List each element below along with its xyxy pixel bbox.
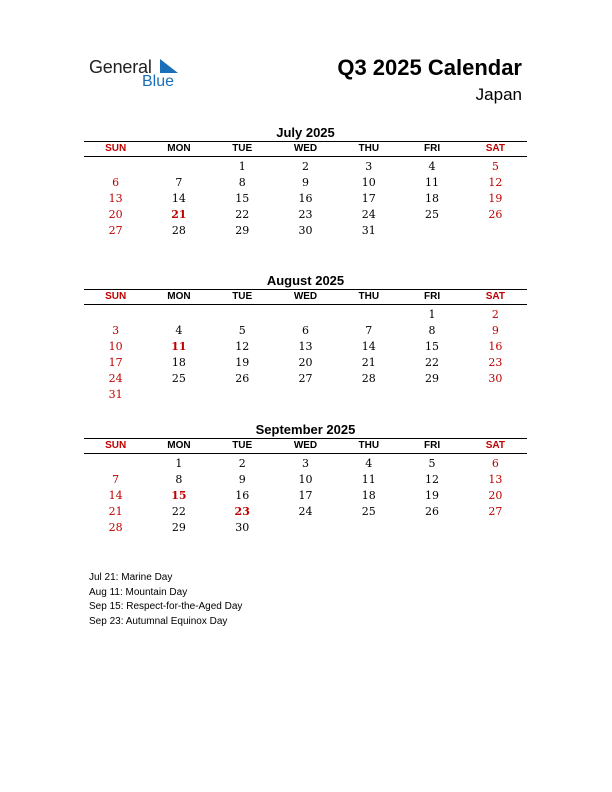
- weekday-header-row: [84, 290, 527, 305]
- day-cell: [147, 387, 210, 403]
- day-cell: 8: [238, 176, 246, 189]
- day-cell: 23: [234, 505, 250, 518]
- day-cell: [147, 305, 210, 324]
- day-cell: 20: [108, 208, 123, 221]
- holiday-note: Jul 21: Marine Day: [89, 572, 173, 583]
- logo-triangle-icon: [160, 59, 178, 73]
- day-cell: [464, 520, 527, 536]
- day-cell: 3: [112, 324, 120, 337]
- day-cell: 17: [108, 356, 123, 369]
- day-cell: 20: [488, 489, 503, 502]
- day-cell: 2: [238, 457, 246, 470]
- day-cell: 28: [108, 521, 123, 534]
- day-cell: 2: [301, 160, 309, 173]
- day-cell: 11: [171, 340, 187, 353]
- day-cell: 22: [235, 208, 250, 221]
- day-cell: 17: [361, 192, 376, 205]
- day-cell: 21: [108, 505, 123, 518]
- weekday-header: THU: [337, 142, 400, 157]
- holiday-note: Sep 15: Respect-for-the-Aged Day: [89, 601, 243, 612]
- day-cell: 7: [365, 324, 373, 337]
- day-cell: 19: [488, 192, 503, 205]
- weekday-header: FRI: [400, 439, 463, 454]
- day-cell: 24: [108, 372, 123, 385]
- day-cell: 18: [425, 192, 440, 205]
- weekday-header: MON: [147, 290, 210, 305]
- day-cell: 13: [488, 473, 503, 486]
- holiday-note: Sep 23: Autumnal Equinox Day: [89, 615, 228, 627]
- week-row: [84, 488, 527, 504]
- day-cell: [274, 520, 337, 536]
- day-cell: 8: [175, 473, 183, 486]
- month-grid: [84, 141, 527, 239]
- day-cell: 30: [488, 372, 503, 385]
- day-cell: 18: [361, 489, 376, 502]
- day-cell: 20: [298, 356, 313, 369]
- day-cell: 16: [235, 489, 250, 502]
- day-cell: 4: [428, 160, 436, 173]
- day-cell: 16: [298, 192, 313, 205]
- week-row: [84, 305, 527, 324]
- day-cell: [147, 157, 210, 176]
- week-row: [84, 355, 527, 371]
- day-cell: 31: [108, 388, 123, 401]
- day-cell: 24: [361, 208, 376, 221]
- week-row: [84, 175, 527, 191]
- day-cell: 7: [112, 473, 120, 486]
- day-cell: 23: [298, 208, 313, 221]
- day-cell: 5: [238, 324, 246, 337]
- holiday-notes: [89, 571, 242, 629]
- weekday-header: TUE: [211, 142, 274, 157]
- week-row: [84, 339, 527, 355]
- weekday-header: SUN: [84, 290, 147, 305]
- weekday-header: WED: [274, 142, 337, 157]
- weekday-header-row: [84, 439, 527, 454]
- day-cell: 16: [488, 340, 503, 353]
- week-row: [84, 207, 527, 223]
- country-name: Japan: [475, 85, 522, 104]
- week-row: [84, 454, 527, 473]
- day-cell: [400, 387, 463, 403]
- day-cell: 2: [491, 308, 499, 321]
- day-cell: 17: [298, 489, 313, 502]
- weekday-header: FRI: [400, 290, 463, 305]
- day-cell: 3: [365, 160, 373, 173]
- day-cell: 22: [171, 505, 186, 518]
- day-cell: 6: [491, 457, 499, 470]
- page-title: Q3 2025 Calendar: [337, 55, 522, 80]
- day-cell: 27: [108, 224, 123, 237]
- weekday-header: SAT: [464, 439, 527, 454]
- day-cell: 6: [112, 176, 120, 189]
- day-cell: 27: [298, 372, 313, 385]
- week-row: [84, 223, 527, 239]
- day-cell: [337, 305, 400, 324]
- day-cell: 23: [488, 356, 503, 369]
- day-cell: 24: [298, 505, 313, 518]
- brand-logo: [89, 57, 189, 93]
- day-cell: 1: [238, 160, 246, 173]
- day-cell: 14: [361, 340, 376, 353]
- day-cell: [84, 454, 147, 473]
- day-cell: [84, 305, 147, 324]
- day-cell: 1: [428, 308, 436, 321]
- weekday-header-row: [84, 142, 527, 157]
- day-cell: 10: [298, 473, 313, 486]
- weekday-header: WED: [274, 290, 337, 305]
- day-cell: [400, 520, 463, 536]
- day-cell: 14: [108, 489, 123, 502]
- day-cell: 29: [235, 224, 250, 237]
- week-row: [84, 323, 527, 339]
- weekday-header: THU: [337, 439, 400, 454]
- day-cell: 10: [361, 176, 376, 189]
- day-cell: 29: [171, 521, 186, 534]
- day-cell: [464, 387, 527, 403]
- day-cell: [84, 157, 147, 176]
- day-cell: 12: [488, 176, 503, 189]
- day-cell: 13: [298, 340, 313, 353]
- day-cell: 21: [361, 356, 376, 369]
- day-cell: 15: [235, 192, 250, 205]
- month-august: [84, 272, 527, 403]
- month-july: [84, 124, 527, 239]
- weekday-header: SAT: [464, 290, 527, 305]
- week-row: [84, 371, 527, 387]
- weekday-header: SAT: [464, 142, 527, 157]
- day-cell: 12: [235, 340, 250, 353]
- day-cell: 7: [175, 176, 183, 189]
- day-cell: 1: [175, 457, 183, 470]
- day-cell: 13: [108, 192, 123, 205]
- weekday-header: TUE: [211, 439, 274, 454]
- day-cell: 4: [365, 457, 373, 470]
- day-cell: 12: [425, 473, 440, 486]
- month-title: July 2025: [276, 125, 335, 140]
- week-row: [84, 387, 527, 403]
- logo-general-text: General: [89, 57, 152, 77]
- month-grid: [84, 289, 527, 403]
- day-cell: [337, 387, 400, 403]
- weekday-header: SUN: [84, 439, 147, 454]
- day-cell: 27: [488, 505, 503, 518]
- day-cell: 15: [425, 340, 440, 353]
- day-cell: 29: [425, 372, 440, 385]
- day-cell: [274, 387, 337, 403]
- day-cell: 26: [235, 372, 250, 385]
- day-cell: 26: [425, 505, 440, 518]
- weekday-header: TUE: [211, 290, 274, 305]
- day-cell: 9: [238, 473, 246, 486]
- day-cell: [400, 223, 463, 239]
- month-september: [84, 421, 527, 536]
- day-cell: 30: [298, 224, 313, 237]
- month-grid: [84, 438, 527, 536]
- day-cell: 25: [361, 505, 376, 518]
- day-cell: 28: [171, 224, 186, 237]
- day-cell: 8: [428, 324, 436, 337]
- logo-blue-text: Blue: [142, 73, 175, 90]
- week-row: [84, 191, 527, 207]
- week-row: [84, 504, 527, 520]
- day-cell: 14: [171, 192, 186, 205]
- day-cell: 26: [488, 208, 503, 221]
- day-cell: [337, 520, 400, 536]
- day-cell: 19: [235, 356, 250, 369]
- week-row: [84, 520, 527, 536]
- day-cell: 25: [171, 372, 186, 385]
- day-cell: 9: [301, 176, 309, 189]
- day-cell: 9: [491, 324, 499, 337]
- day-cell: [274, 305, 337, 324]
- weekday-header: MON: [147, 142, 210, 157]
- day-cell: [464, 223, 527, 239]
- day-cell: 30: [235, 521, 250, 534]
- day-cell: 22: [425, 356, 440, 369]
- day-cell: 21: [171, 208, 187, 221]
- week-row: [84, 157, 527, 176]
- day-cell: 28: [361, 372, 376, 385]
- weekday-header: WED: [274, 439, 337, 454]
- day-cell: 3: [301, 457, 309, 470]
- day-cell: 5: [428, 457, 436, 470]
- day-cell: 31: [361, 224, 376, 237]
- day-cell: [211, 387, 274, 403]
- month-title: August 2025: [266, 273, 345, 288]
- weekday-header: FRI: [400, 142, 463, 157]
- weekday-header: THU: [337, 290, 400, 305]
- day-cell: 25: [425, 208, 440, 221]
- week-row: [84, 472, 527, 488]
- day-cell: 5: [491, 160, 499, 173]
- day-cell: 15: [171, 489, 187, 502]
- day-cell: [211, 305, 274, 324]
- weekday-header: SUN: [84, 142, 147, 157]
- holiday-note: Aug 11: Mountain Day: [89, 586, 188, 598]
- month-title: September 2025: [255, 422, 356, 437]
- day-cell: 10: [108, 340, 123, 353]
- day-cell: 4: [175, 324, 183, 337]
- weekday-header: MON: [147, 439, 210, 454]
- day-cell: 6: [301, 324, 309, 337]
- day-cell: 11: [425, 176, 440, 189]
- day-cell: 19: [425, 489, 440, 502]
- day-cell: 11: [361, 473, 376, 486]
- day-cell: 18: [171, 356, 186, 369]
